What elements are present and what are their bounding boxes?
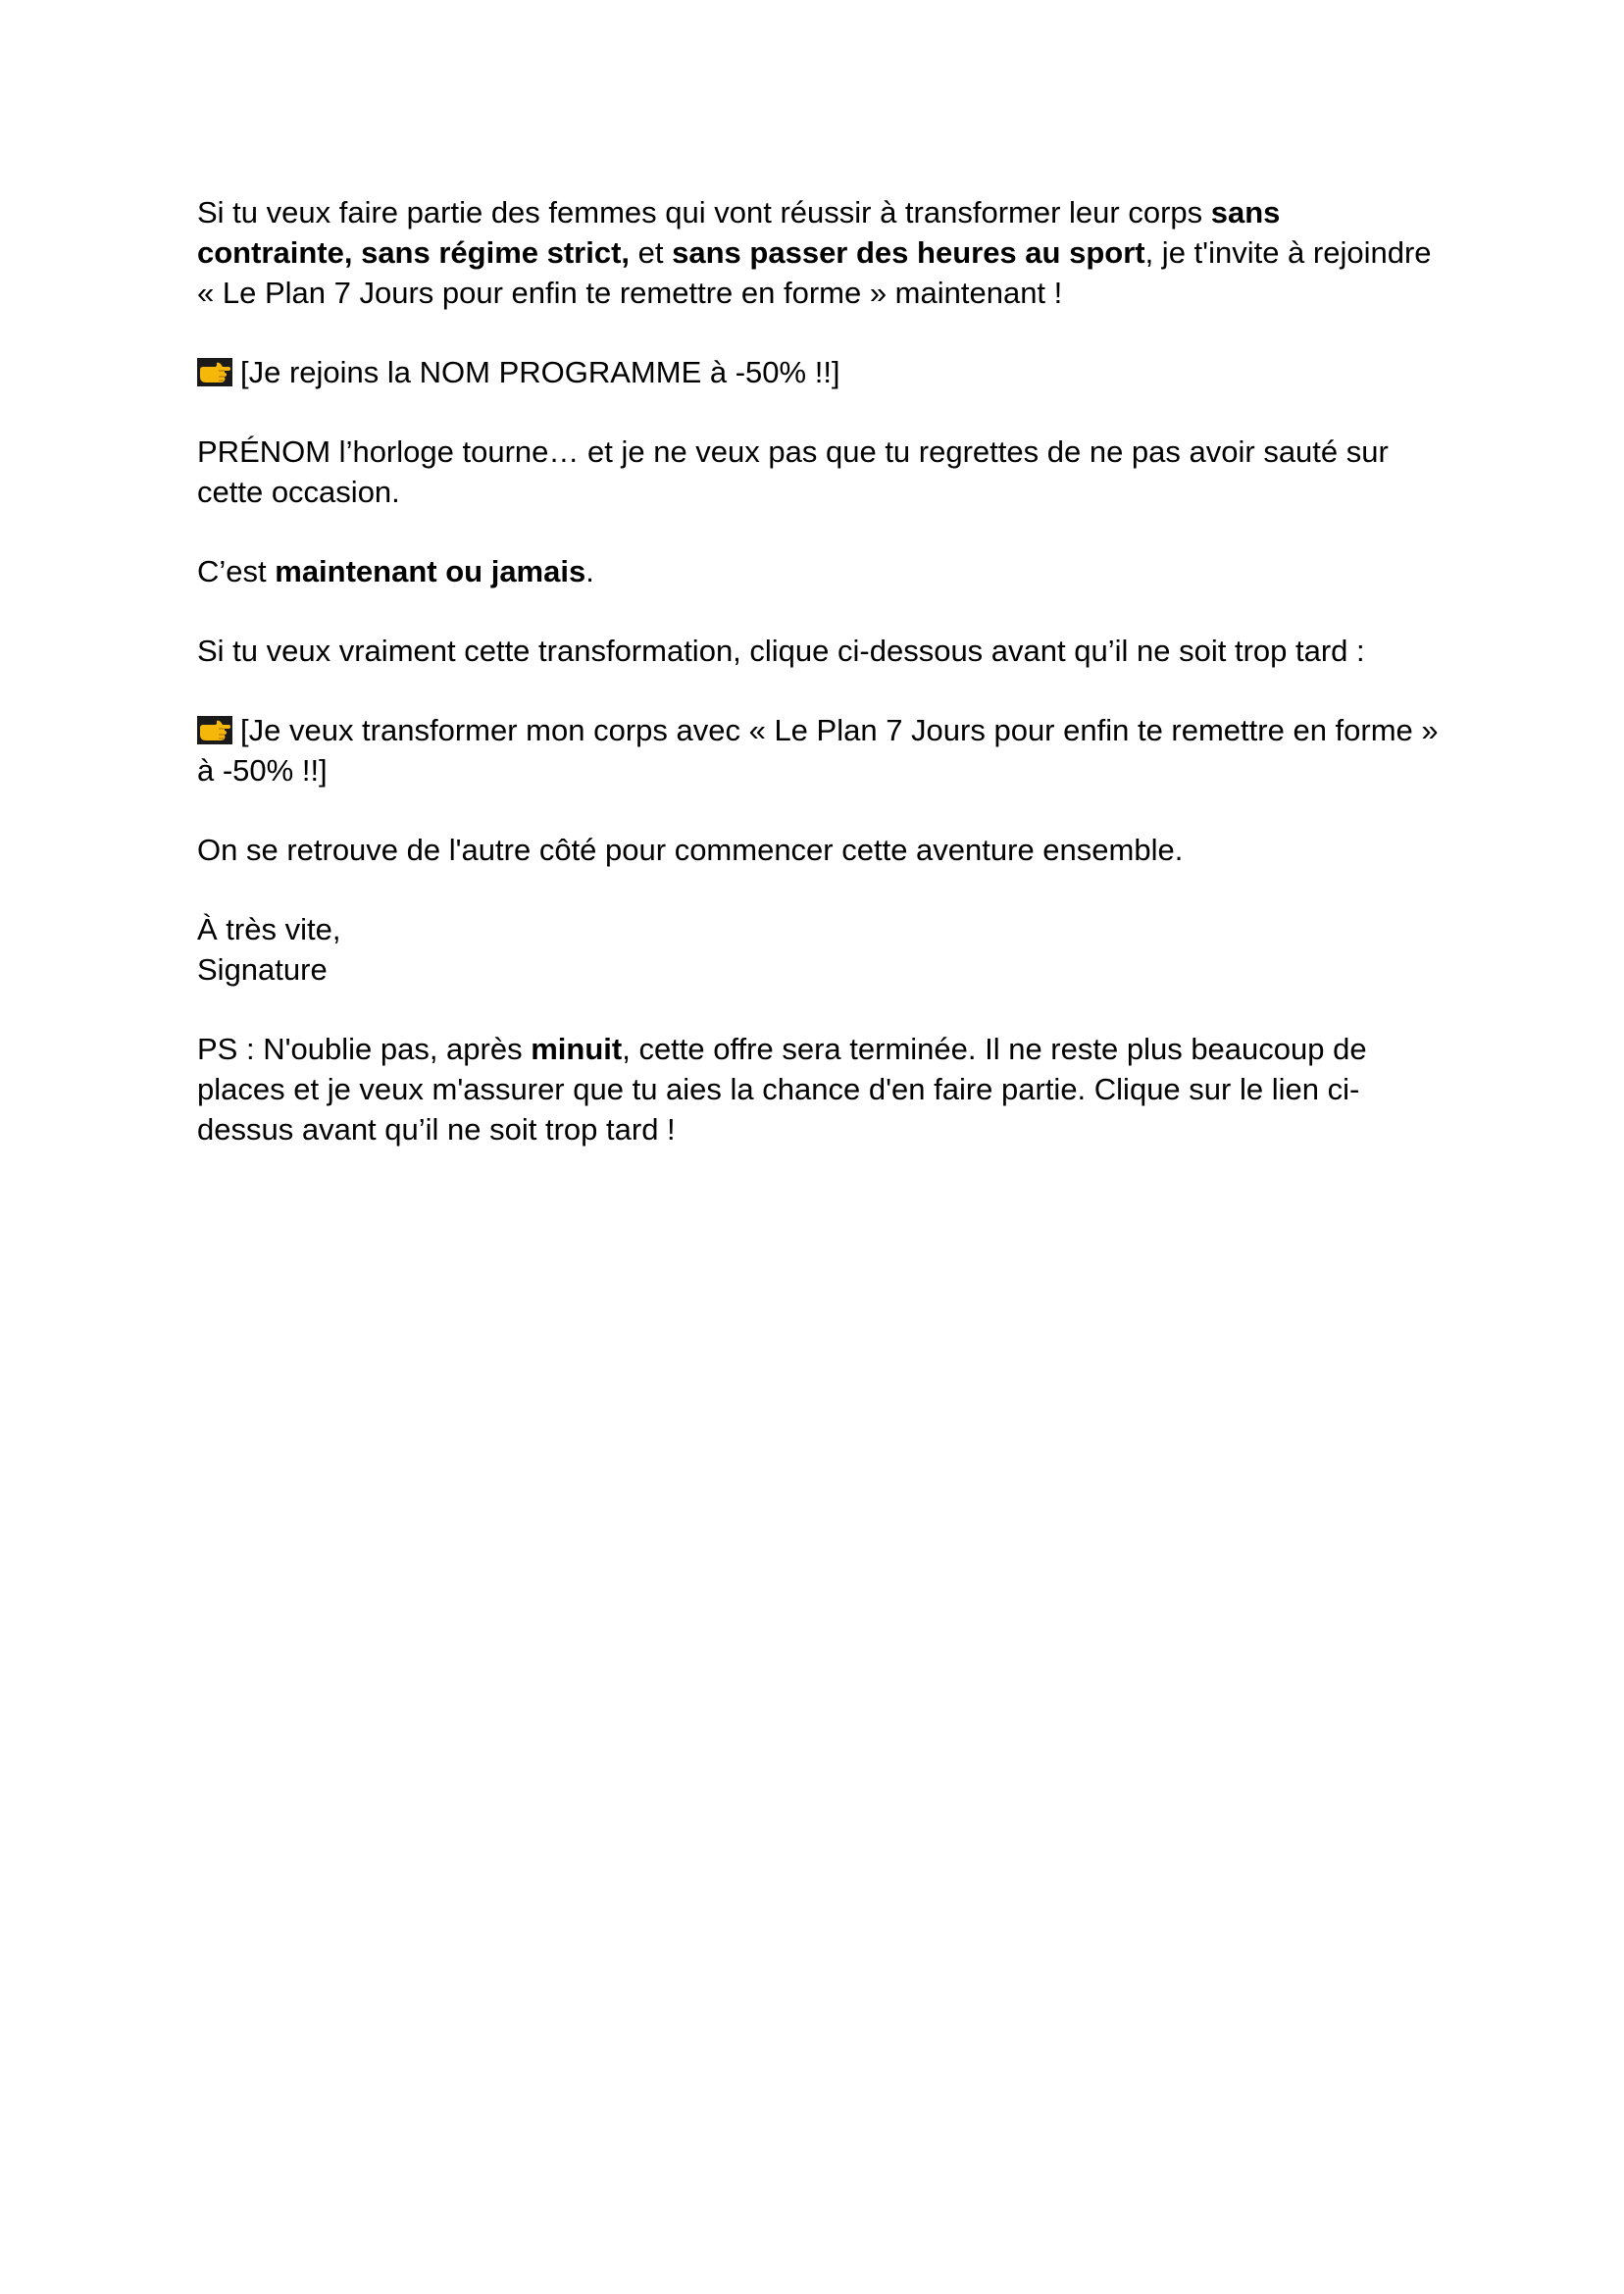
ps-text-2: , cette offre sera terminée. Il ne reste plus beaucoup de places et je veux m'assurer que tu aies la chance d'en faire partie. Clique sur le lien ci-dessus avant qu’il ne soit trop tard ! [197,1032,1367,1147]
intro-text-2: et [630,235,673,270]
postscript-paragraph [197,1029,1443,1149]
signature: Signature [197,952,328,987]
intro-bold-1: sans contrainte, sans régime strict, [197,195,1281,270]
click-below-paragraph: Si tu veux vraiment cette transformation, clique ci-dessous avant qu’il ne soit trop tard : [197,634,1365,668]
cta-link-2-label[interactable]: [Je veux transformer mon corps avec « Le Plan 7 Jours pour enfin te remettre en forme » à -50% !!] [197,713,1439,788]
now-text-2: . [585,554,594,588]
closing-block [197,909,1443,990]
email-body [197,192,1443,1189]
now-bold: maintenant ou jamais [275,554,586,588]
ps-bold: minuit [531,1032,623,1066]
pointing-hand-icon [197,358,232,386]
urgency-paragraph: PRÉNOM l’horloge tourne… et je ne veux pas que tu regrettes de ne pas avoir sauté sur cette occasion. [197,434,1389,509]
pointing-hand-icon [197,716,232,744]
now-text-1: C’est [197,554,276,588]
ps-text-1: PS : N'oublie pas, après [197,1032,532,1066]
intro-paragraph [197,192,1443,313]
intro-text-1: Si tu veux faire partie des femmes qui vont réussir à transformer leur corps [197,195,1211,229]
cta-link-1-label[interactable]: [Je rejoins la NOM PROGRAMME à -50% !!] [240,355,840,389]
intro-text-3: , je t'invite à rejoindre « Le Plan 7 Jours pour enfin te remettre en forme » maintenant ! [197,235,1432,310]
see-you-paragraph: On se retrouve de l'autre côté pour commencer cette aventure ensemble. [197,833,1184,867]
closing-greeting: À très vite, [197,912,341,946]
now-or-never-paragraph [197,551,1443,591]
intro-bold-2: sans passer des heures au sport [672,235,1145,270]
cta-link-1[interactable] [197,352,1443,392]
cta-link-2[interactable] [197,710,1443,790]
